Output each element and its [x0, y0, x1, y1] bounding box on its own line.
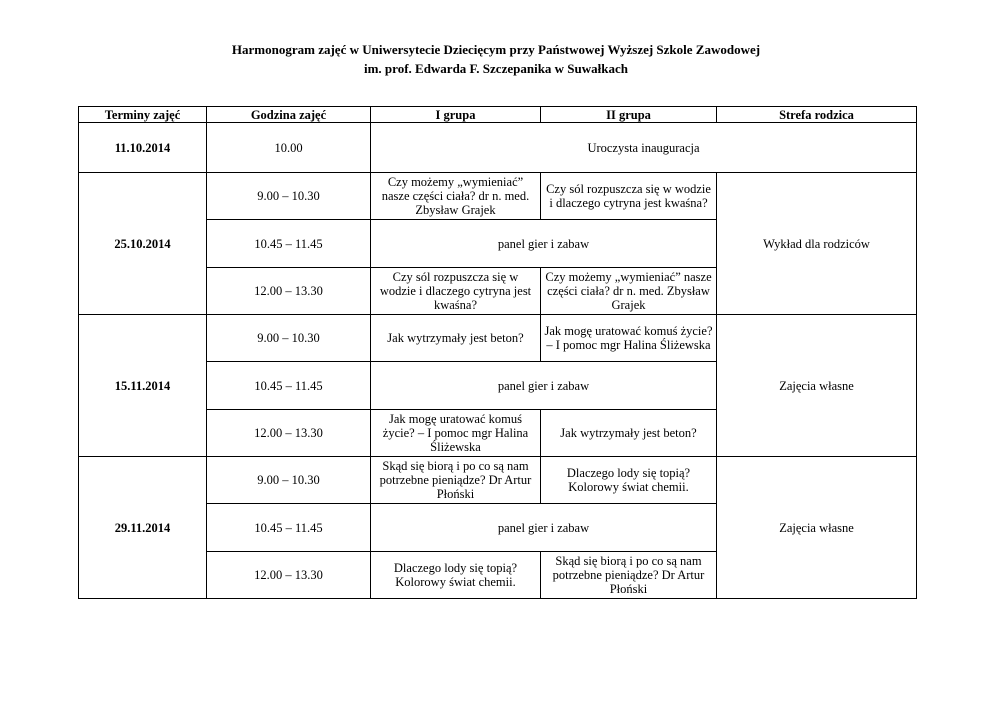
group2-cell: Czy możemy „wymieniać” nasze części ciała? dr n. med. Zbysław Grajek — [541, 268, 717, 315]
parents-cell: Wykład dla rodziców — [717, 173, 917, 315]
schedule-table — [78, 106, 917, 599]
event-cell: Uroczysta inauguracja — [371, 123, 917, 173]
parents-cell: Zajęcia własne — [717, 315, 917, 457]
time-cell: 10.00 — [207, 123, 371, 173]
shared-activity-cell: panel gier i zabaw — [371, 362, 717, 410]
time-cell: 9.00 – 10.30 — [207, 315, 371, 362]
time-cell: 12.00 – 13.30 — [207, 410, 371, 457]
title-line-2: im. prof. Edwarda F. Szczepanika w Suwałkach — [363, 61, 628, 76]
date-cell: 25.10.2014 — [79, 173, 207, 315]
time-cell: 9.00 – 10.30 — [207, 457, 371, 504]
group2-cell: Jak wytrzymały jest beton? — [541, 410, 717, 457]
group1-cell: Czy sól rozpuszcza się w wodzie i dlaczego cytryna jest kwaśna? — [371, 268, 541, 315]
time-cell: 12.00 – 13.30 — [207, 552, 371, 599]
parents-cell: Zajęcia własne — [717, 457, 917, 599]
header-parents: Strefa rodzica — [717, 107, 917, 123]
shared-activity-cell: panel gier i zabaw — [371, 504, 717, 552]
header-group2: II grupa — [541, 107, 717, 123]
date-cell: 15.11.2014 — [79, 315, 207, 457]
group2-cell: Jak mogę uratować komuś życie? – I pomoc mgr Halina Śliżewska — [541, 315, 717, 362]
group2-cell: Skąd się biorą i po co są nam potrzebne pieniądze? Dr Artur Płoński — [541, 552, 717, 599]
group1-cell: Skąd się biorą i po co są nam potrzebne pieniądze? Dr Artur Płoński — [371, 457, 541, 504]
table-row — [79, 123, 917, 173]
time-cell: 12.00 – 13.30 — [207, 268, 371, 315]
date-cell: 29.11.2014 — [79, 457, 207, 599]
group2-cell: Dlaczego lody się topią? Kolorowy świat chemii. — [541, 457, 717, 504]
table-row — [79, 457, 917, 504]
header-hours: Godzina zajęć — [207, 107, 371, 123]
header-row — [79, 107, 917, 123]
time-cell: 10.45 – 11.45 — [207, 504, 371, 552]
title-line-1: Harmonogram zajęć w Uniwersytecie Dziecięcym przy Państwowej Wyższej Szkole Zawodowej — [231, 42, 761, 57]
group2-cell: Czy sól rozpuszcza się w wodzie i dlaczego cytryna jest kwaśna? — [541, 173, 717, 220]
table-row — [79, 315, 917, 362]
date-cell: 11.10.2014 — [79, 123, 207, 173]
shared-activity-cell: panel gier i zabaw — [371, 220, 717, 268]
header-dates: Terminy zajęć — [79, 107, 207, 123]
time-cell: 10.45 – 11.45 — [207, 220, 371, 268]
group1-cell: Dlaczego lody się topią? Kolorowy świat chemii. — [371, 552, 541, 599]
time-cell: 10.45 – 11.45 — [207, 362, 371, 410]
table-row — [79, 173, 917, 220]
group1-cell: Jak mogę uratować komuś życie? – I pomoc mgr Halina Śliżewska — [371, 410, 541, 457]
document-title — [0, 40, 992, 78]
group1-cell: Czy możemy „wymieniać” nasze części ciała? dr n. med. Zbysław Grajek — [371, 173, 541, 220]
header-group1: I grupa — [371, 107, 541, 123]
group1-cell: Jak wytrzymały jest beton? — [371, 315, 541, 362]
time-cell: 9.00 – 10.30 — [207, 173, 371, 220]
